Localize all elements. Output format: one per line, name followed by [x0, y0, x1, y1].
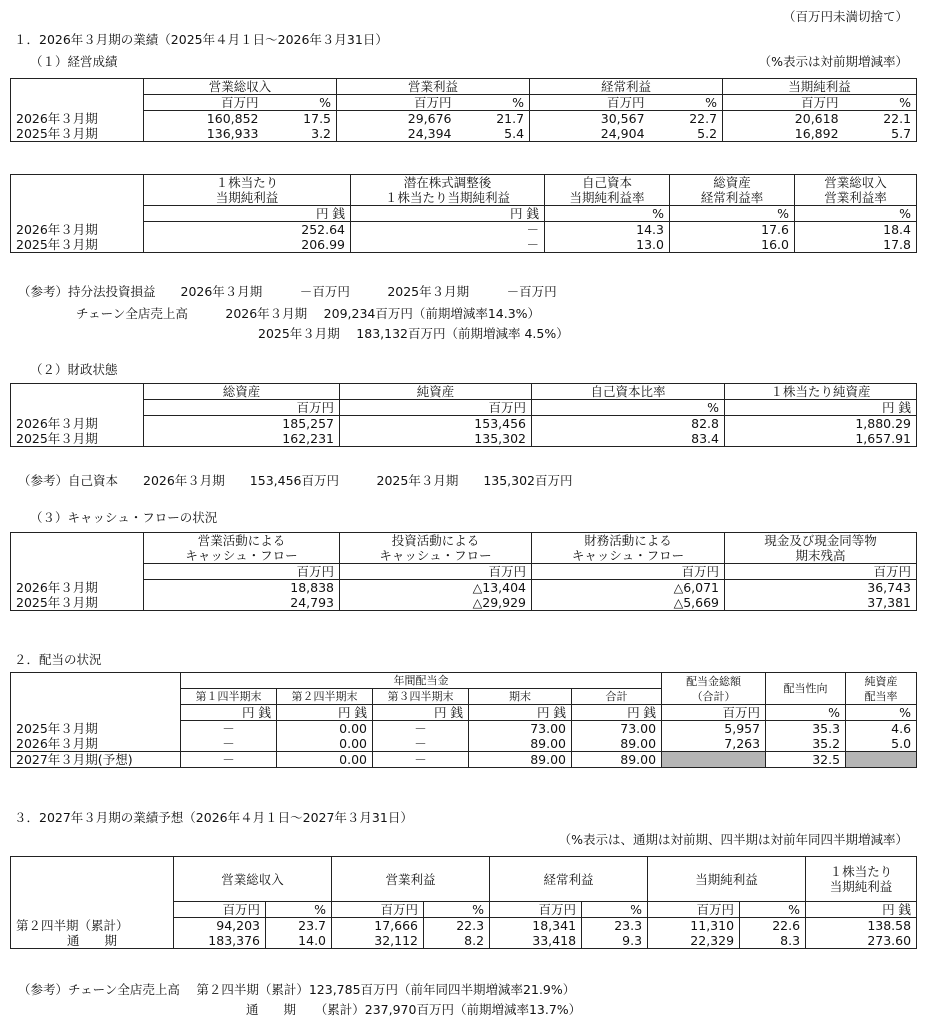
value-cell: 206.99 [144, 237, 351, 253]
table-row [11, 111, 917, 127]
unit-cell: 百万円 [725, 564, 917, 580]
value-cell: 73.00 [469, 721, 572, 737]
unit-cell: 百万円 [144, 95, 264, 111]
table-row [11, 126, 917, 142]
unit-cell: % [740, 902, 806, 918]
value-cell: 89.00 [572, 752, 662, 768]
value-cell: 13.0 [545, 237, 670, 253]
value-cell: 18,341 [490, 918, 582, 934]
row-label: 2027年３月期(予想) [11, 752, 181, 768]
row-label: 2026年３月期 [11, 736, 181, 752]
table-row [11, 721, 917, 737]
table-row [11, 237, 917, 253]
value-cell: 8.2 [424, 933, 490, 949]
unit-cell: 百万円 [174, 902, 266, 918]
value-cell: 89.00 [469, 752, 572, 768]
row-label: 2026年３月期 [11, 416, 144, 432]
unit-cell: 百万円 [144, 564, 340, 580]
value-cell: 24,793 [144, 595, 340, 611]
value-cell: 29,676 [337, 111, 457, 127]
value-cell: 1,880.29 [725, 416, 917, 432]
row-label: 2026年３月期 [11, 580, 144, 596]
value-cell: 20,618 [723, 111, 844, 127]
value-cell: 32.5 [766, 752, 846, 768]
value-cell: △29,929 [340, 595, 532, 611]
header-net-income: 当期純利益 [648, 857, 806, 902]
reference-forecast-chain-sales-q2: （参考）チェーン全店売上高 第２四半期（累計）123,785百万円（前年同四半期増減率21.9%） [18, 982, 576, 997]
reference-forecast-chain-sales-full: 通 期 （累計）237,970百万円（前期増減率13.7%） [246, 1002, 582, 1017]
header-operating-margin: 営業総収入 営業利益率 [795, 175, 917, 206]
value-cell: 24,394 [337, 126, 457, 142]
value-cell: － [181, 736, 277, 752]
value-cell: 73.00 [572, 721, 662, 737]
unit-cell: 円 銭 [277, 705, 373, 721]
value-cell: 83.4 [532, 431, 725, 447]
value-cell: 17.6 [670, 222, 795, 238]
value-cell: 5.7 [844, 126, 917, 142]
value-cell: － [351, 237, 545, 253]
value-cell: 3.2 [264, 126, 337, 142]
unit-cell: % [266, 902, 332, 918]
value-cell: 17.8 [795, 237, 917, 253]
header-doe: 純資産 配当率 [846, 673, 917, 705]
value-cell: 37,381 [725, 595, 917, 611]
subsection-cash-flow: （３）キャッシュ・フローの状況 [30, 510, 218, 525]
section-1-title: １．2026年３月期の業績（2025年４月１日～2026年３月31日） [14, 32, 388, 47]
unit-cell: % [670, 206, 795, 222]
header-q3-end: 第３四半期末 [373, 689, 469, 705]
row-label: 2026年３月期 [11, 222, 144, 238]
value-cell: － [181, 721, 277, 737]
unit-cell: 円 銭 [373, 705, 469, 721]
header-net-assets: 純資産 [340, 384, 532, 400]
row-label: 2025年３月期 [11, 721, 181, 737]
unit-cell: % [532, 400, 725, 416]
value-cell: 36,743 [725, 580, 917, 596]
value-cell: 16.0 [670, 237, 795, 253]
value-cell: 1,657.91 [725, 431, 917, 447]
unit-cell: 百万円 [662, 705, 766, 721]
header-eps: １株当たり 当期純利益 [806, 857, 917, 902]
value-cell: 22,329 [648, 933, 740, 949]
header-payout-ratio: 配当性向 [766, 673, 846, 705]
table-row [11, 933, 917, 949]
header-financing-cf: 財務活動による キャッシュ・フロー [532, 533, 725, 564]
value-cell: 5,957 [662, 721, 766, 737]
value-cell: △5,669 [532, 595, 725, 611]
unit-cell: % [650, 95, 723, 111]
table-row [11, 918, 917, 934]
reference-equity-method: （参考）持分法投資損益 2026年３月期 －百万円 2025年３月期 －百万円 [18, 284, 557, 299]
value-cell: 24,904 [530, 126, 650, 142]
row-label: 2025年３月期 [11, 431, 144, 447]
forecast-table [10, 856, 917, 949]
section-3-title: ３．2027年３月期の業績予想（2026年４月１日～2027年３月31日） [14, 810, 413, 825]
row-label: 2025年３月期 [11, 126, 144, 142]
value-cell: 16,892 [723, 126, 844, 142]
unit-note: （百万円未満切捨て） [782, 9, 908, 24]
unit-cell: % [795, 206, 917, 222]
header-operating-income: 営業利益 [337, 79, 530, 95]
value-cell: 11,310 [648, 918, 740, 934]
value-cell: 89.00 [572, 736, 662, 752]
value-cell: 14.3 [545, 222, 670, 238]
unit-cell: 円 銭 [725, 400, 917, 416]
table-row [11, 431, 917, 447]
value-cell: 14.0 [266, 933, 332, 949]
header-total-assets: 総資産 [144, 384, 340, 400]
header-eps: １株当たり 当期純利益 [144, 175, 351, 206]
header-operating-cf: 営業活動による キャッシュ・フロー [144, 533, 340, 564]
cash-flow-table [10, 532, 917, 611]
header-diluted-eps: 潜在株式調整後 １株当たり当期純利益 [351, 175, 545, 206]
value-cell: 33,418 [490, 933, 582, 949]
subsection-financial-position: （２）財政状態 [30, 362, 118, 377]
unit-cell: % [264, 95, 337, 111]
unit-cell: 円 銭 [181, 705, 277, 721]
header-bps: １株当たり純資産 [725, 384, 917, 400]
value-cell: 7,263 [662, 736, 766, 752]
value-cell: 153,456 [340, 416, 532, 432]
value-cell: 23.3 [582, 918, 648, 934]
value-cell: 22.1 [844, 111, 917, 127]
value-cell: 21.7 [457, 111, 530, 127]
value-cell: 273.60 [806, 933, 917, 949]
table-row [11, 416, 917, 432]
unit-cell: 百万円 [340, 564, 532, 580]
header-total: 合計 [572, 689, 662, 705]
corner-cell [11, 79, 144, 95]
value-cell: － [373, 736, 469, 752]
value-cell: 17,666 [332, 918, 424, 934]
value-cell: 18.4 [795, 222, 917, 238]
value-cell: 138.58 [806, 918, 917, 934]
percent-note: （%表示は対前期増減率） [758, 54, 908, 69]
value-cell: 23.7 [266, 918, 332, 934]
value-cell: 82.8 [532, 416, 725, 432]
value-cell: 5.4 [457, 126, 530, 142]
header-ordinary-income: 経常利益 [490, 857, 648, 902]
value-cell: 18,838 [144, 580, 340, 596]
value-cell: 160,852 [144, 111, 264, 127]
row-label: 通 期 [11, 933, 174, 949]
value-cell: 0.00 [277, 752, 373, 768]
header-ordinary-income: 経常利益 [530, 79, 723, 95]
table-row [11, 736, 917, 752]
header-net-income: 当期純利益 [723, 79, 917, 95]
header-investing-cf: 投資活動による キャッシュ・フロー [340, 533, 532, 564]
unit-cell: 円 銭 [806, 902, 917, 918]
value-cell: － [373, 752, 469, 768]
header-operating-revenue: 営業総収入 [144, 79, 337, 95]
header-roa: 総資産 経常利益率 [670, 175, 795, 206]
section-2-title: ２．配当の状況 [14, 652, 102, 667]
value-cell: 162,231 [144, 431, 340, 447]
subsection-operating-results: （１）経営成績 [30, 54, 118, 69]
header-operating-revenue: 営業総収入 [174, 857, 332, 902]
forecast-percent-note: （%表示は、通期は対前期、四半期は対前年同四半期増減率） [558, 832, 908, 847]
value-cell: 22.6 [740, 918, 806, 934]
value-cell: △13,404 [340, 580, 532, 596]
value-cell: 0.00 [277, 736, 373, 752]
row-label: 2025年３月期 [11, 237, 144, 253]
value-cell: 17.5 [264, 111, 337, 127]
row-label: 2026年３月期 [11, 111, 144, 127]
header-equity-ratio: 自己資本比率 [532, 384, 725, 400]
unit-cell: % [457, 95, 530, 111]
unit-cell: 円 銭 [351, 206, 545, 222]
header-total-dividends: 配当金総額 （合計） [662, 673, 766, 705]
value-cell: △6,071 [532, 580, 725, 596]
header-roe: 自己資本 当期純利益率 [545, 175, 670, 206]
unit-cell: % [424, 902, 490, 918]
value-cell: － [181, 752, 277, 768]
value-cell: 135,302 [340, 431, 532, 447]
reference-chain-sales-2025: 2025年３月期 183,132百万円（前期増減率 4.5%） [258, 326, 569, 341]
value-cell: 35.3 [766, 721, 846, 737]
unit-cell: 百万円 [337, 95, 457, 111]
row-label: 第２四半期（累計） [11, 918, 174, 934]
value-cell: 4.6 [846, 721, 917, 737]
value-cell: － [351, 222, 545, 238]
table-row [11, 752, 917, 768]
value-cell: 94,203 [174, 918, 266, 934]
unit-cell: 円 銭 [469, 705, 572, 721]
value-cell: 32,112 [332, 933, 424, 949]
operating-results-table [10, 78, 917, 142]
unit-cell: 百万円 [723, 95, 844, 111]
row-label: 2025年３月期 [11, 595, 144, 611]
value-cell: － [373, 721, 469, 737]
unit-cell: % [766, 705, 846, 721]
table-row [11, 580, 917, 596]
value-cell: 136,933 [144, 126, 264, 142]
dividends-table [10, 672, 917, 768]
blank-shaded-cell [846, 752, 917, 768]
header-q2-end: 第２四半期末 [277, 689, 373, 705]
reference-chain-sales-2026: チェーン全店売上高 2026年３月期 209,234百万円（前期増減率14.3%） [76, 306, 541, 321]
value-cell: 22.3 [424, 918, 490, 934]
per-share-ratios-table [10, 174, 917, 253]
unit-cell: 円 銭 [144, 206, 351, 222]
unit-cell: % [582, 902, 648, 918]
financial-position-table [10, 383, 917, 447]
value-cell: 183,376 [174, 933, 266, 949]
unit-cell: 円 銭 [572, 705, 662, 721]
value-cell: 252.64 [144, 222, 351, 238]
unit-cell: 百万円 [532, 564, 725, 580]
value-cell: 5.2 [650, 126, 723, 142]
value-cell: 0.00 [277, 721, 373, 737]
value-cell: 89.00 [469, 736, 572, 752]
header-q1-end: 第１四半期末 [181, 689, 277, 705]
value-cell: 185,257 [144, 416, 340, 432]
value-cell: 5.0 [846, 736, 917, 752]
table-row [11, 595, 917, 611]
table-row [11, 222, 917, 238]
unit-cell: 百万円 [648, 902, 740, 918]
value-cell: 8.3 [740, 933, 806, 949]
header-year-end: 期末 [469, 689, 572, 705]
unit-cell: 百万円 [144, 400, 340, 416]
unit-cell: 百万円 [490, 902, 582, 918]
value-cell: 30,567 [530, 111, 650, 127]
unit-cell: 百万円 [530, 95, 650, 111]
unit-cell: % [545, 206, 670, 222]
header-operating-income: 営業利益 [332, 857, 490, 902]
reference-equity: （参考）自己資本 2026年３月期 153,456百万円 2025年３月期 135,302百万円 [18, 473, 573, 488]
unit-cell: % [846, 705, 917, 721]
header-cash-balance: 現金及び現金同等物 期末残高 [725, 533, 917, 564]
unit-cell: % [844, 95, 917, 111]
unit-cell: 百万円 [340, 400, 532, 416]
unit-cell: 百万円 [332, 902, 424, 918]
value-cell: 35.2 [766, 736, 846, 752]
blank-shaded-cell [662, 752, 766, 768]
header-annual-dividends: 年間配当金 [181, 673, 662, 689]
value-cell: 22.7 [650, 111, 723, 127]
value-cell: 9.3 [582, 933, 648, 949]
